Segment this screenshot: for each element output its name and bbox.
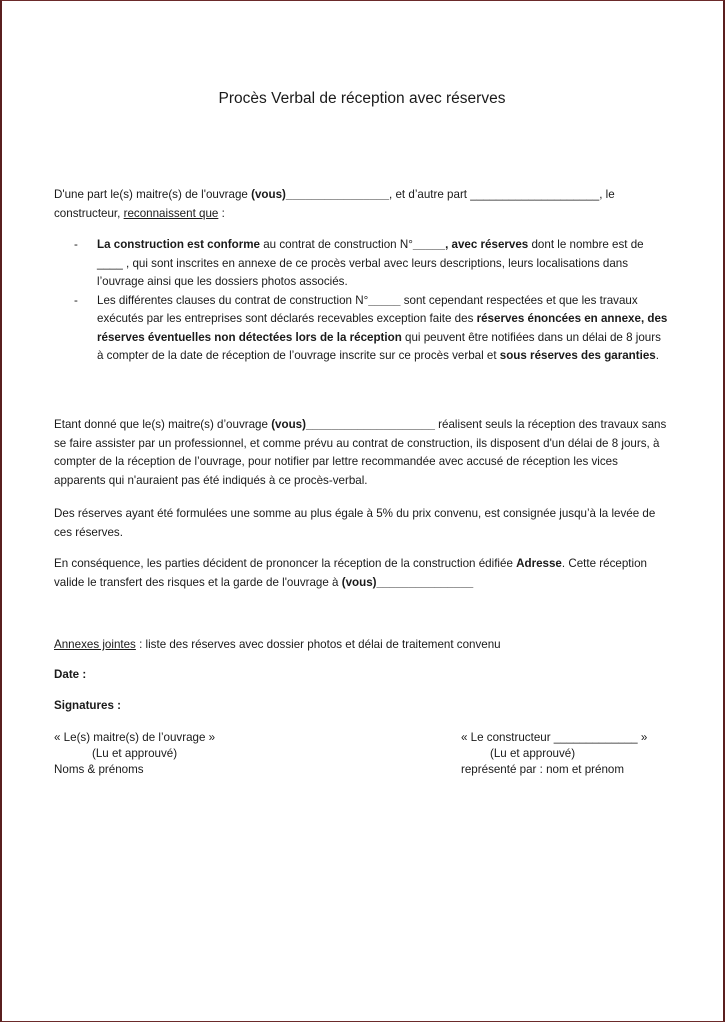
clause-2-text-3: qui peuvent être notifiées dans un délai de 8 jours à compter de la date de réception de l’ouvrage inscrite sur ce procès verbal et — [97, 330, 661, 362]
intro-text-1: D'une part le(s) maitre(s) de l'ouvrage — [54, 188, 252, 201]
para3-address: Adresse — [516, 557, 562, 570]
para1-text-1: Etant donné que le(s) maitre(s) d’ouvrage — [54, 418, 272, 431]
consequence-paragraph — [54, 555, 670, 592]
signature-owner-names: Noms & prénoms — [54, 763, 144, 776]
para1-vous: (vous)____________________ — [271, 418, 435, 431]
document-title: Procès Verbal de réception avec réserves — [218, 90, 506, 107]
signatures-label — [54, 697, 670, 716]
annexes-label: Annexes jointes — [54, 638, 136, 651]
intro-text-3: : — [218, 206, 225, 220]
signature-row — [54, 730, 670, 786]
signatures-label-text: Signatures : — [54, 699, 121, 712]
signature-owner-title: « Le(s) maitre(s) de l’ouvrage » — [54, 731, 216, 744]
clause-1-bold-2: _____, avec réserves — [412, 238, 529, 251]
clause-1-text-1: au contrat de construction N° — [259, 238, 413, 251]
date-label-text: Date : — [54, 668, 87, 681]
annexes-line — [54, 636, 670, 655]
clause-contract-terms — [54, 292, 670, 366]
signature-builder-approved: (Lu et approuvé) — [490, 747, 576, 760]
intro-reconnaissent: reconnaissent que — [123, 206, 219, 220]
date-label — [54, 666, 670, 685]
clause-2-bold-2: réserves énoncées en annexe, des réserves éventuelles non détectées lors de la réception — [97, 312, 668, 344]
clause-2-text-1: Les différentes clauses du contrat de construction N° — [97, 293, 369, 307]
clause-2-bold-1: _____ — [368, 293, 401, 307]
signature-owner-approved: (Lu et approuvé) — [92, 747, 178, 760]
clauses-list — [54, 236, 670, 366]
bullet-dash: - — [74, 238, 78, 251]
para3-text-1: En conséquence, les parties décident de prononcer la réception de la construction édifiée — [54, 557, 517, 570]
clause-2-bold-3: sous réserves des garanties — [499, 349, 656, 362]
signature-builder — [461, 730, 647, 778]
intro-text-2: , et d’autre part ____________________, le constructeur, — [54, 188, 615, 220]
clause-1-bold-1: La construction est conforme — [97, 238, 260, 251]
clause-1-text-2: dont le nombre est de ____ , qui sont inscrites en annexe de ce procès verbal avec leurs descriptions, leurs localisations dans l’ouvrage ainsi que les dossiers photos associés. — [97, 238, 644, 288]
intro-paragraph — [54, 186, 670, 223]
clause-conformity — [54, 236, 670, 292]
signature-builder-title: « Le constructeur _____________ » — [461, 731, 648, 744]
signature-builder-represented: représenté par : nom et prénom — [461, 763, 625, 776]
para1-text-2: réalisent seuls la réception des travaux sans se faire assister par un professionnel, et comme prévu au contrat de construction, ils disposent d'un délai de 8 jours, à compter de la réception de l’ouvrage, pour notifier par lettre recommandée avec accusé de réception les vices apparents qui n'auraient pas été indiqués à ce procès-verbal. — [54, 418, 667, 487]
retention-paragraph: Des réserves ayant été formulées une somme au plus égale à 5% du prix convenu, est consignée jusqu’à la levée de ces réserves. — [54, 507, 656, 539]
para3-vous: (vous)_______________ — [341, 575, 474, 589]
bullet-dash: - — [74, 293, 78, 307]
signature-owner — [54, 730, 215, 778]
annexes-text: : liste des réserves avec dossier photos et délai de traitement convenu — [135, 638, 501, 651]
owner-reception-paragraph — [54, 416, 670, 490]
clause-2-text-4: . — [655, 349, 659, 362]
intro-vous: (vous)________________ — [251, 188, 390, 201]
para3-text-2: . Cette réception valide le transfert des risques et la garde de l'ouvrage à — [54, 557, 647, 589]
clause-2-text-2: sont cependant respectées et que les travaux exécutés par les entreprises sont déclarés recevables exception faite des — [97, 293, 638, 325]
